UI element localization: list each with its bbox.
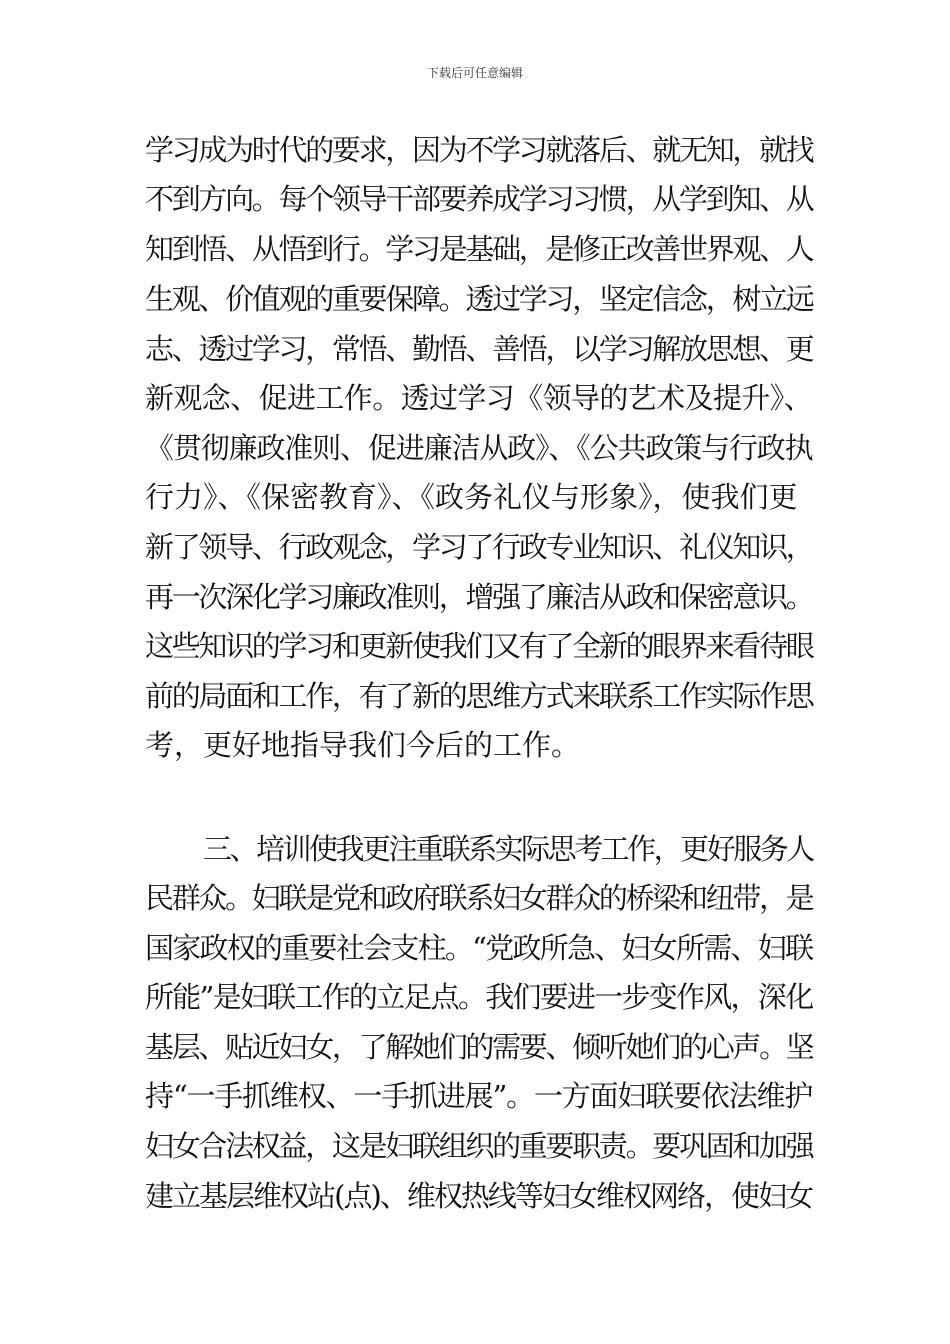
text-line: 行力》、《保密教育》、《政务礼仪与形象》，使我们更: [145, 480, 798, 514]
text-line: 国家政权的重要社会支柱。“党政所急、妇女所需、妇联: [145, 931, 813, 965]
text-line: 《贯彻廉政准则、促进廉洁从政》、《公共政策与行政执: [145, 431, 813, 465]
text-line: 新了领导、行政观念，学习了行政专业知识、礼仪知识，: [145, 530, 813, 564]
text-line: 再一次深化学习廉政准则，增强了廉洁从政和保密意识。: [145, 580, 813, 614]
text-line: 建立基层维权站(点)、维权热线等妇女维权网络，使妇女: [145, 1179, 813, 1213]
text-line: 基层、贴近妇女，了解她们的需要、倾听她们的心声。坚: [145, 1030, 813, 1064]
text-line: 前的局面和工作，有了新的思维方式来联系工作实际作思: [145, 679, 813, 713]
text-line: 持“一手抓维权、一手抓进展”。一方面妇联要依法维护: [145, 1079, 813, 1113]
text-line: 生观、价值观的重要保障。透过学习，坚定信念，树立远: [145, 282, 813, 316]
text-line: 新观念、促进工作。透过学习《领导的艺术及提升》、: [145, 381, 813, 415]
text-line: 学习成为时代的要求，因为不学习就落后、就无知，就找: [145, 133, 813, 167]
text-line: 考，更好地指导我们今后的工作。: [145, 728, 581, 762]
text-line: 民群众。妇联是党和政府联系妇女群众的桥梁和纽带，是: [145, 881, 813, 915]
text-line: 妇女合法权益，这是妇联组织的重要职责。要巩固和加强: [145, 1129, 813, 1163]
text-line: 所能”是妇联工作的立足点。我们要进一步变作风，深化: [145, 980, 813, 1014]
page-header: 下载后可任意编辑: [426, 66, 523, 80]
text-line: 这些知识的学习和更新使我们又有了全新的眼界来看待眼: [145, 629, 813, 663]
text-line: 三、培训使我更注重联系实际思考工作，更好服务人: [203, 832, 813, 866]
text-line: 不到方向。每个领导干部要养成学习习惯，从学到知、从: [145, 182, 813, 216]
text-line: 志、透过学习，常悟、勤悟、善悟，以学习解放思想、更: [145, 332, 813, 366]
text-line: 知到悟、从悟到行。学习是基础，是修正改善世界观、人: [145, 232, 813, 266]
